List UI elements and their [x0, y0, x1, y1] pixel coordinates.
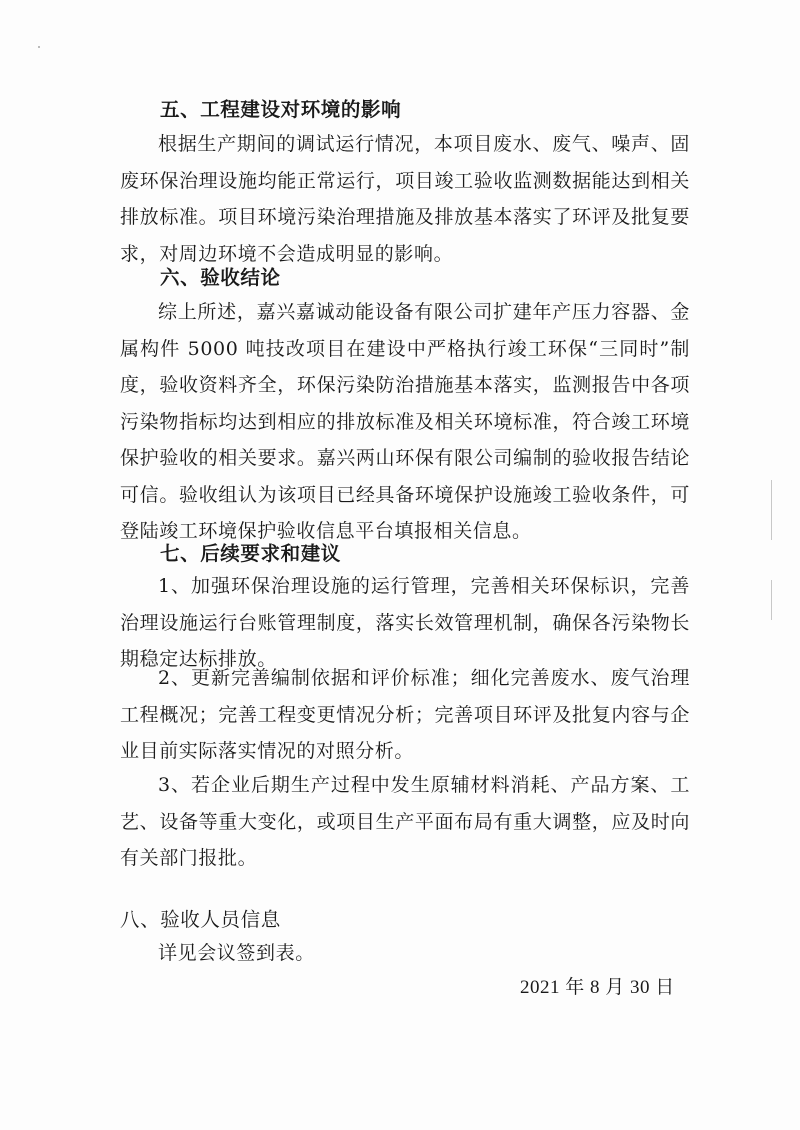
document-date: 2021 年 8 月 30 日	[520, 977, 675, 998]
section-6-paragraph: 综上所述，嘉兴嘉诚动能设备有限公司扩建年产压力容器、金属构件 5000 吨技改项目在建设中严格执行竣工环保“三同时”制度，验收资料齐全，环保污染防治措施基本落实，监测报告中各项污染物指标均达到相应的排放标准及相关环境标准，符合竣工环境保护验收的相关要求。嘉兴两山环保有限公司编制的验收报告结论可信。验收组认为该项目已经具备环境保护设施竣工验收条件，可登陆竣工环境保护验收信息平台填报相关信息。	[120, 301, 690, 542]
scan-edge-mark	[771, 580, 800, 620]
scan-edge-mark	[771, 480, 800, 540]
section-5-heading: 五、工程建设对环境的影响	[160, 98, 402, 121]
scan-speck	[38, 46, 40, 48]
section-7-heading: 七、后续要求和建议	[160, 542, 341, 565]
section-8-paragraph: 详见会议签到表。	[158, 942, 315, 964]
section-7-item-2: 2、更新完善编制依据和评价标准；细化完善废水、废气治理工程概况；完善工程变更情况分析；完善项目环评及批复内容与企业目前实际落实情况的对照分析。	[120, 667, 690, 762]
section-6-heading: 六、验收结论	[160, 266, 281, 289]
section-7-item-1: 1、加强环保治理设施的运行管理，完善相关环保标识，完善治理设施运行台账管理制度，落实长效管理机制，确保各污染物长期稳定达标排放。	[120, 575, 690, 670]
section-7-item-3: 3、若企业后期生产过程中发生原辅材料消耗、产品方案、工艺、设备等重大变化，或项目生产平面布局有重大调整，应及时向有关部门报批。	[120, 774, 690, 869]
section-5-paragraph: 根据生产期间的调试运行情况，本项目废水、废气、噪声、固废环保治理设施均能正常运行，项目竣工验收监测数据能达到相关排放标准。项目环境污染治理措施及排放基本落实了环评及批复要求，对周边环境不会造成明显的影响。	[120, 133, 690, 265]
section-8-heading: 八、验收人员信息	[120, 908, 281, 931]
